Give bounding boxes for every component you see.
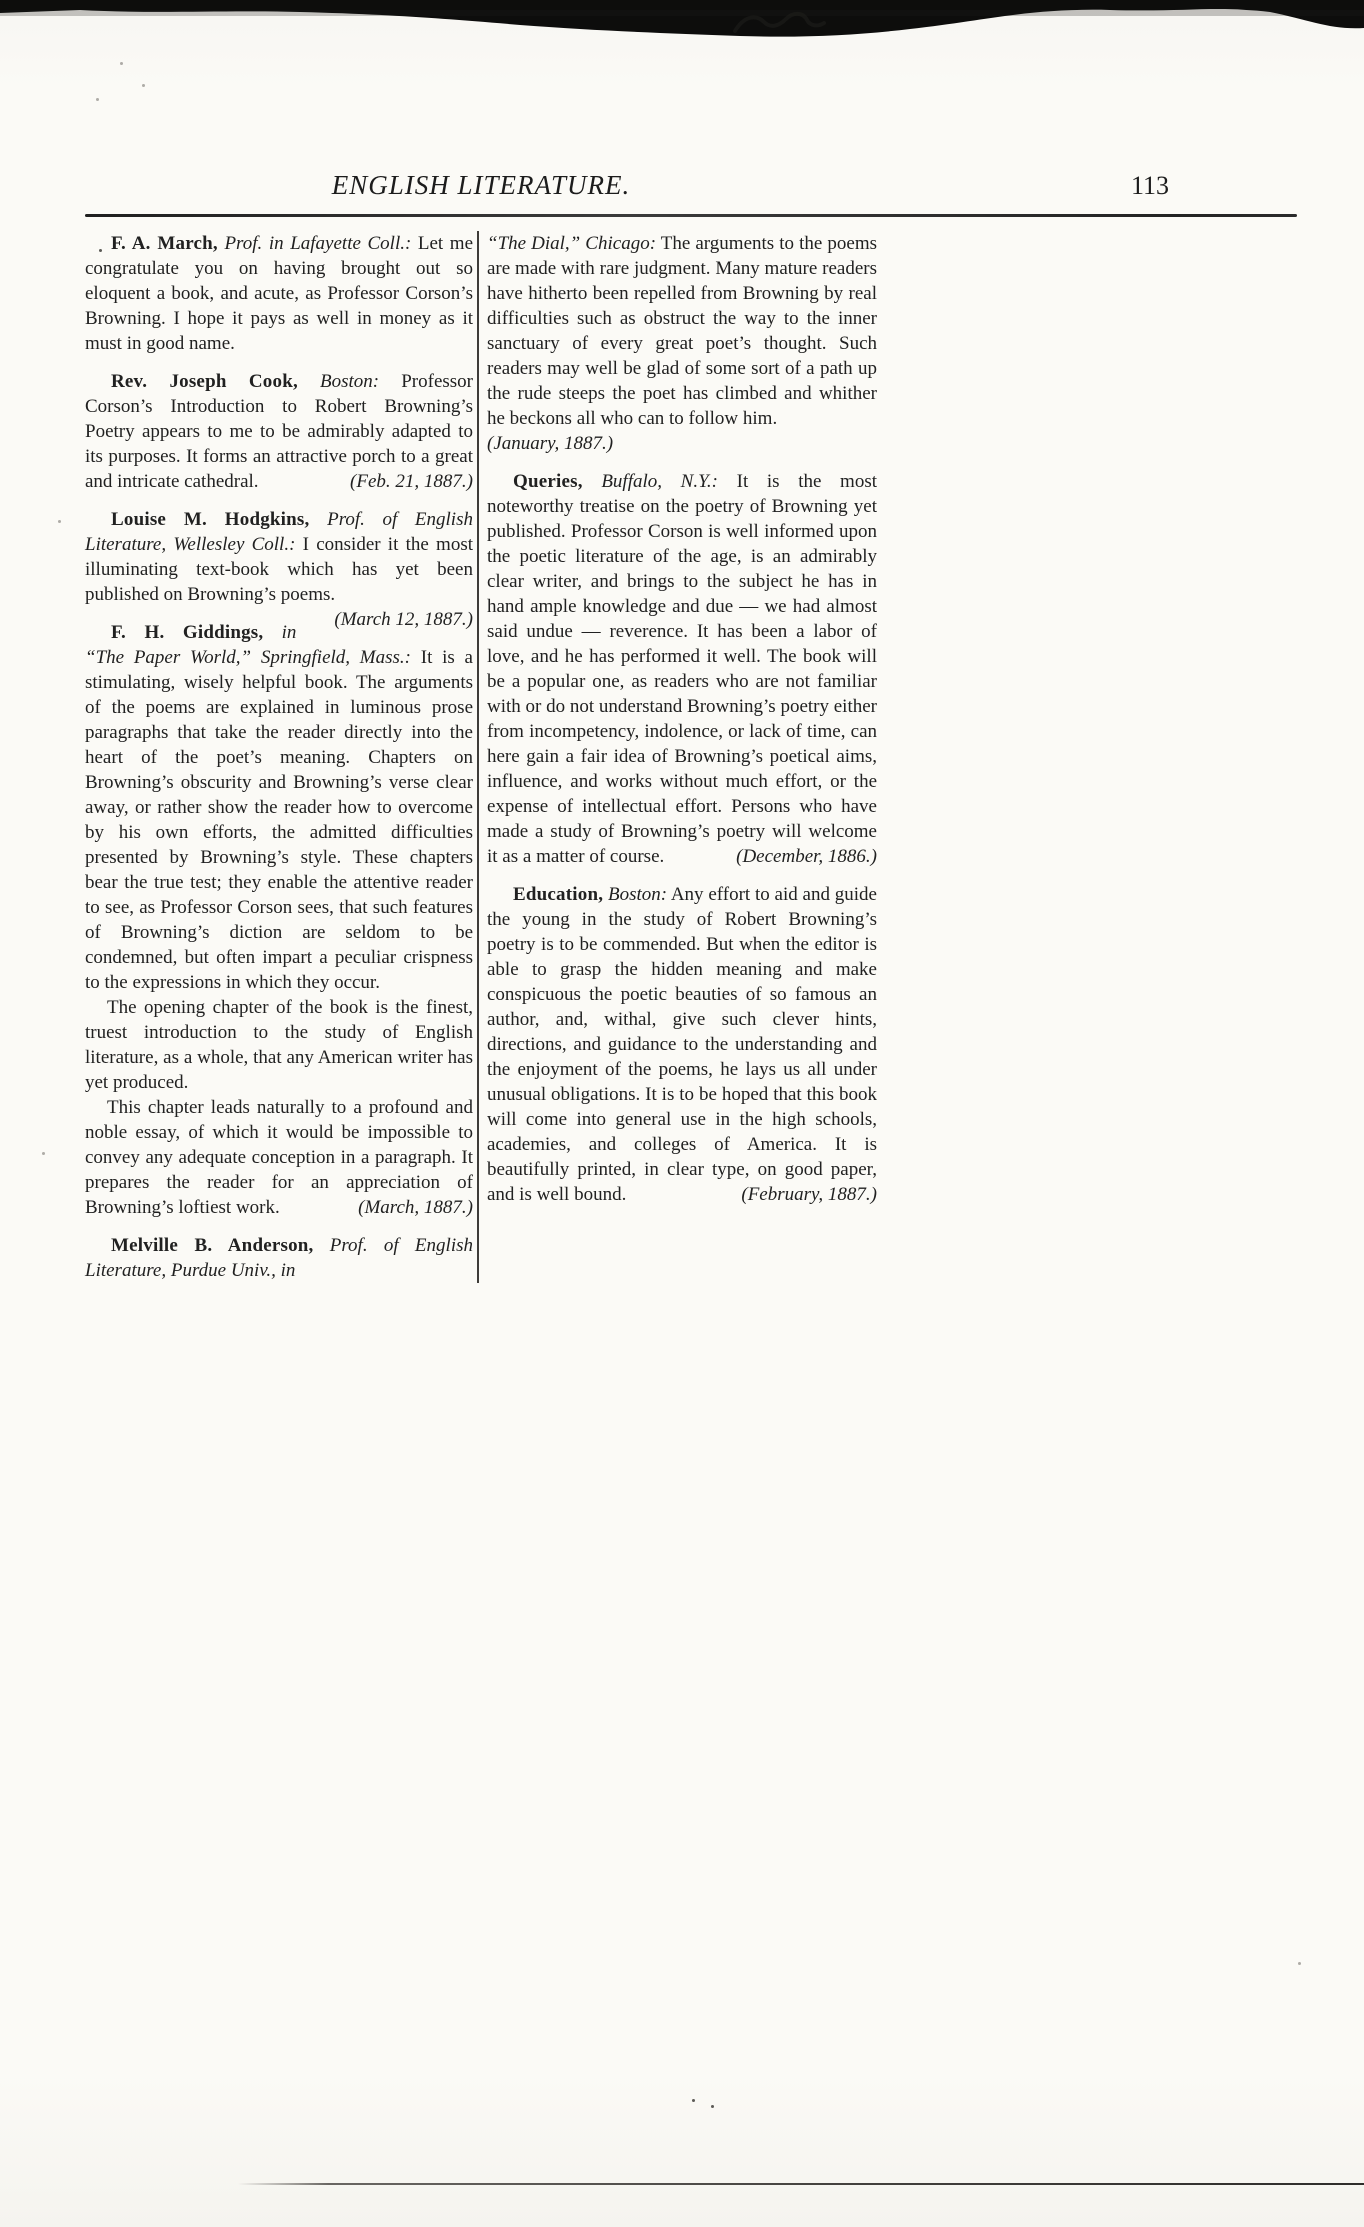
page-number: 113	[1130, 171, 1170, 200]
scan-edge-artifact-bottom	[238, 2183, 1364, 2185]
testimonial-entry	[85, 231, 473, 356]
entry-paragraph	[85, 1233, 473, 1283]
testimonial-entry	[487, 469, 877, 869]
review-date: (Feb. 21, 1887.)	[350, 471, 473, 492]
reviewer-source: Prof. of English Literature, Wellesley Coll.:	[85, 509, 473, 555]
torn-page-edge-graphic	[0, 0, 1364, 54]
entry-paragraph: This chapter leads naturally to a profound and noble essay, of which it would be impossible to convey any adequate conception in a paragraph. It prepares the reader for an appreciation of Browning’s loftiest work. (March, 1887.)	[85, 1097, 473, 1218]
reviewer-source: “The Dial,” Chicago:	[487, 233, 657, 254]
testimonial-entry	[85, 1233, 473, 1283]
scan-speck	[42, 1152, 45, 1155]
reviewer-name: Education,	[513, 884, 604, 905]
scan-speck	[1298, 1962, 1301, 1965]
entry-paragraph: The opening chapter of the book is the finest, truest introduction to the study of English literature, as a whole, that any American writer has yet produced.	[85, 997, 473, 1093]
scan-speck	[692, 2099, 695, 2102]
entry-paragraph: F. H. Giddings, in “The Paper World,” Springfield, Mass.: It is a stimulating, wisely helpful book. The arguments of the poems are explained in luminous prose paragraphs that take the reader directly into the heart of the poet’s meaning. Chapters on Browning’s obscurity and Browning’s verse clear away, or rather show the reader how to overcome by his own efforts, the admitted difficulties presented by Browning’s style. These chapters bear the true test; they enable the attentive reader to see, as Professor Corson sees, that such features of Browning’s diction are seldom to be condemned, but often impart a peculiar crispness to the expressions in which they occur.	[85, 622, 473, 993]
reviewer-source: Prof. in Lafayette Coll.:	[217, 233, 412, 254]
entry-paragraph: F. A. March, Prof. in Lafayette Coll.: Let me congratulate you on having brought out so eloquent a book, and acute, as Professor Corson’s Browning. I hope it pays as well in money as it must in good name.	[85, 233, 473, 354]
left-column	[85, 231, 473, 1283]
testimonial-entry	[85, 369, 473, 494]
review-date: (December, 1886.)	[736, 846, 877, 867]
text-columns	[85, 231, 877, 1283]
reviewer-source: in “The Paper World,” Springfield, Mass.:	[85, 622, 411, 668]
entry-paragraph: Queries, Buffalo, N.Y.: It is the most noteworthy treatise on the poetry of Browning yet published. Professor Corson is well informed upon the poetic literature of the age, is an admirably clear writer, and brings to the subject he has in hand ample knowledge and due — we had almost said undue — reverence. It has been a labor of love, and he has performed it well. The book will be a popular one, as readers who are not familiar with or do not understand Browning’s poetry either from incompetency, indolence, or lack of time, can here gain a fair idea of Browning’s poetical aims, influence, and works without much effort, or the expense of intellectual effort. Persons who have made a study of Browning’s poetry will welcome it as a matter of course. (December, 1886.)	[487, 471, 877, 867]
reviewer-name: Melville B. Anderson,	[111, 1235, 314, 1256]
entry-paragraph: Rev. Joseph Cook, Boston: Professor Corson’s Introduction to Robert Browning’s Poetry appears to me to be admirably adapted to its purposes. It forms an attractive porch to a great and intricate cathedral. (Feb. 21, 1887.)	[85, 371, 473, 492]
scan-speck	[711, 2105, 714, 2108]
reviewer-name: F. H. Giddings,	[111, 622, 264, 643]
reviewer-name: Louise M. Hodgkins,	[111, 509, 310, 530]
reviewer-source: Buffalo, N.Y.:	[582, 471, 718, 492]
entry-paragraph: Louise M. Hodgkins, Prof. of English Literature, Wellesley Coll.: I consider it the most illuminating text-book which has yet been published on Browning’s poems. (March 12, 1887.)	[85, 509, 473, 630]
review-date: (March, 1887.)	[358, 1197, 473, 1218]
scan-speck	[142, 84, 145, 87]
reviewer-name: Rev. Joseph Cook,	[111, 371, 298, 392]
reviewer-source: Prof. of English Literature, Purdue Univ., in	[85, 1235, 473, 1281]
entry-paragraph: Education, Boston: Any effort to aid and guide the young in the study of Robert Browning’s poetry is to be commended. But when the editor is able to grasp the hidden meaning and make conspicuous the poetic beauties of so famous an author, and, withal, give such clever hints, directions, and guidance to the understanding and the enjoyment of the poems, he lays us all under unusual obligations. It is to be hoped that this book will come into general use in the high schools, academies, and colleges of America. It is beautifully printed, in clear type, on good paper, and is well bound. (February, 1887.)	[487, 884, 877, 1205]
scan-speck	[99, 249, 102, 252]
review-date: (March 12, 1887.)	[334, 609, 473, 630]
entry-paragraph: “The Dial,” Chicago: The arguments to the poems are made with rare judgment. Many mature readers have hitherto been repelled from Browning by real difficulties such as obstruct the way to the inner sanctuary of every great poet’s thought. Such readers may well be glad of some sort of a path up the rude steeps the poet has climbed and whither he beckons all who can to follow him.	[487, 233, 877, 429]
reviewer-source: Boston:	[297, 371, 380, 392]
testimonial-entry	[487, 231, 877, 456]
testimonial-entry	[85, 620, 473, 1220]
scan-edge-artifact-top	[0, 0, 1364, 54]
reviewer-name: Queries,	[513, 471, 583, 492]
testimonial-entry	[85, 507, 473, 630]
right-column	[487, 231, 877, 1283]
reviewer-source: Boston:	[603, 884, 668, 905]
scan-speck	[96, 98, 99, 101]
review-date: (January, 1887.)	[487, 433, 614, 454]
column-divider-rule	[477, 231, 479, 1283]
scan-speck	[120, 62, 123, 65]
testimonial-entry	[487, 882, 877, 1207]
scan-speck	[58, 520, 61, 523]
review-date: (February, 1887.)	[741, 1184, 877, 1205]
header-rule	[85, 214, 1297, 217]
reviewer-name: F. A. March,	[111, 233, 218, 254]
running-head-title: ENGLISH LITERATURE.	[331, 170, 631, 200]
